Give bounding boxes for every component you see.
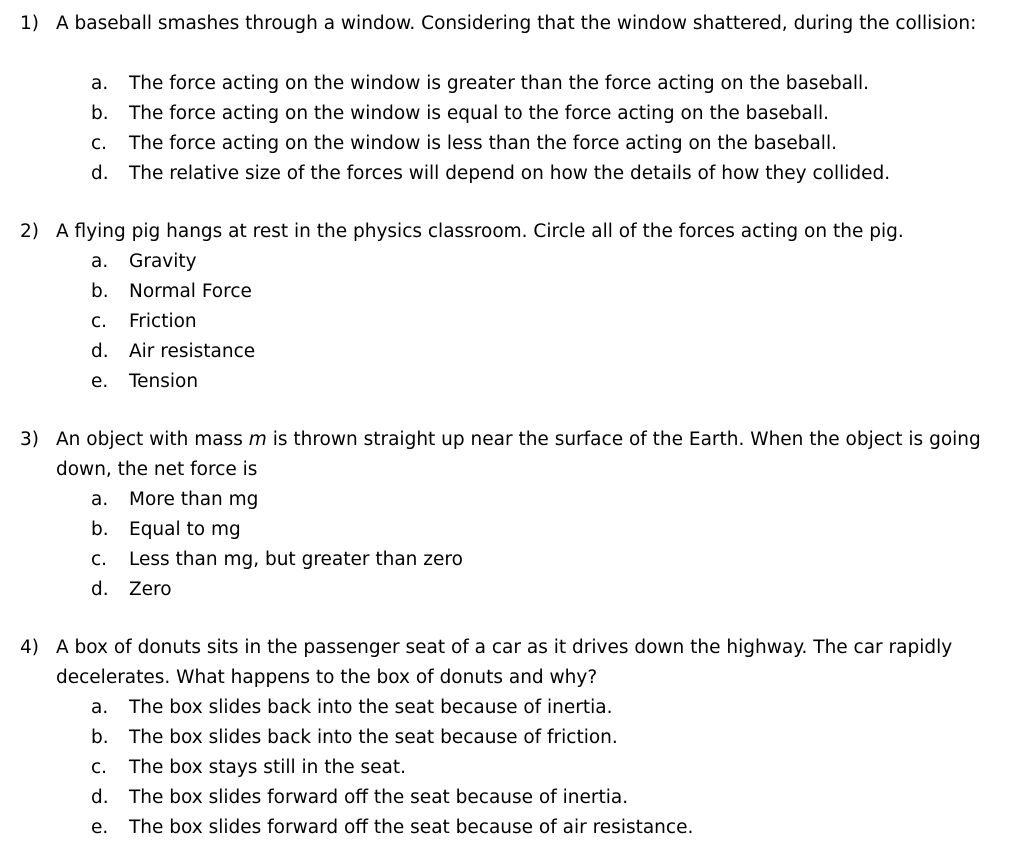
question-4-header (0, 633, 1024, 693)
option-text: The box stays still in the seat. (129, 757, 406, 778)
option-e (0, 367, 1024, 397)
answer-options (0, 247, 1024, 397)
option-text: Equal to mg (129, 519, 241, 540)
option-text: More than mg (129, 489, 259, 510)
option-text: Air resistance (129, 341, 256, 362)
option-a (0, 69, 1024, 99)
question-2-header (0, 217, 1024, 247)
option-letter: d. (91, 787, 109, 808)
mass-variable: m (248, 429, 267, 450)
option-d (0, 575, 1024, 605)
option-letter: d. (91, 341, 109, 362)
option-a (0, 693, 1024, 723)
option-letter: a. (91, 489, 109, 510)
question-number: 1) (20, 13, 39, 34)
option-letter: c. (91, 757, 108, 778)
answer-options (0, 69, 1024, 189)
question-1-header (0, 9, 1024, 69)
option-text: The force acting on the window is less than the force acting on the baseball. (129, 133, 837, 154)
option-letter: b. (91, 103, 109, 124)
option-text: The box slides forward off the seat because of inertia. (129, 787, 629, 808)
option-letter: a. (91, 251, 109, 272)
option-c (0, 545, 1024, 575)
question-number: 4) (20, 637, 39, 658)
option-d (0, 783, 1024, 813)
option-text: Zero (129, 579, 172, 600)
option-text: Normal Force (129, 281, 252, 302)
question-1 (0, 9, 1024, 189)
question-text: A box of donuts sits in the passenger seat of a car as it drives down the highway. The car rapidly decelerates. What happens to the box of donuts and why? (56, 637, 953, 688)
option-c (0, 753, 1024, 783)
option-letter: c. (91, 311, 108, 332)
option-text: The force acting on the window is equal to the force acting on the baseball. (129, 103, 830, 124)
option-text: Tension (129, 371, 199, 392)
option-letter: c. (91, 133, 108, 154)
option-d (0, 337, 1024, 367)
answer-options (0, 693, 1024, 843)
option-letter: d. (91, 163, 109, 184)
option-letter: a. (91, 73, 109, 94)
answer-options (0, 485, 1024, 605)
question-text: A flying pig hangs at rest in the physics classroom. Circle all of the forces acting on the pig. (56, 221, 904, 242)
option-letter: a. (91, 697, 109, 718)
option-a (0, 247, 1024, 277)
option-c (0, 129, 1024, 159)
option-c (0, 307, 1024, 337)
option-text: The force acting on the window is greater than the force acting on the baseball. (129, 73, 870, 94)
question-text-start: An object with mass (56, 429, 249, 450)
question-number: 2) (20, 221, 39, 242)
option-text: Gravity (129, 251, 197, 272)
question-text-end: is thrown straight up near the surface of the Earth. When the object is going down, the net force is (56, 429, 981, 480)
question-text (56, 425, 996, 485)
option-letter: b. (91, 281, 109, 302)
option-b (0, 99, 1024, 129)
option-text: The box slides back into the seat because of inertia. (129, 697, 613, 718)
question-text: A baseball smashes through a window. Considering that the window shattered, during the collision: (56, 13, 977, 34)
option-text: Friction (129, 311, 197, 332)
option-letter: e. (91, 371, 109, 392)
option-letter: b. (91, 727, 109, 748)
option-b (0, 515, 1024, 545)
question-3 (0, 425, 1024, 605)
option-letter: e. (91, 817, 109, 838)
option-b (0, 277, 1024, 307)
option-d (0, 159, 1024, 189)
option-text: The box slides forward off the seat because of air resistance. (129, 817, 694, 838)
question-4 (0, 633, 1024, 843)
option-letter: b. (91, 519, 109, 540)
question-3-header (0, 425, 1024, 485)
option-e (0, 813, 1024, 843)
option-text: Less than mg, but greater than zero (129, 549, 463, 570)
option-letter: d. (91, 579, 109, 600)
option-letter: c. (91, 549, 108, 570)
option-text: The relative size of the forces will depend on how the details of how they collided. (129, 163, 891, 184)
option-a (0, 485, 1024, 515)
option-b (0, 723, 1024, 753)
question-2 (0, 217, 1024, 397)
question-number: 3) (20, 429, 39, 450)
option-text: The box slides back into the seat because of friction. (129, 727, 618, 748)
